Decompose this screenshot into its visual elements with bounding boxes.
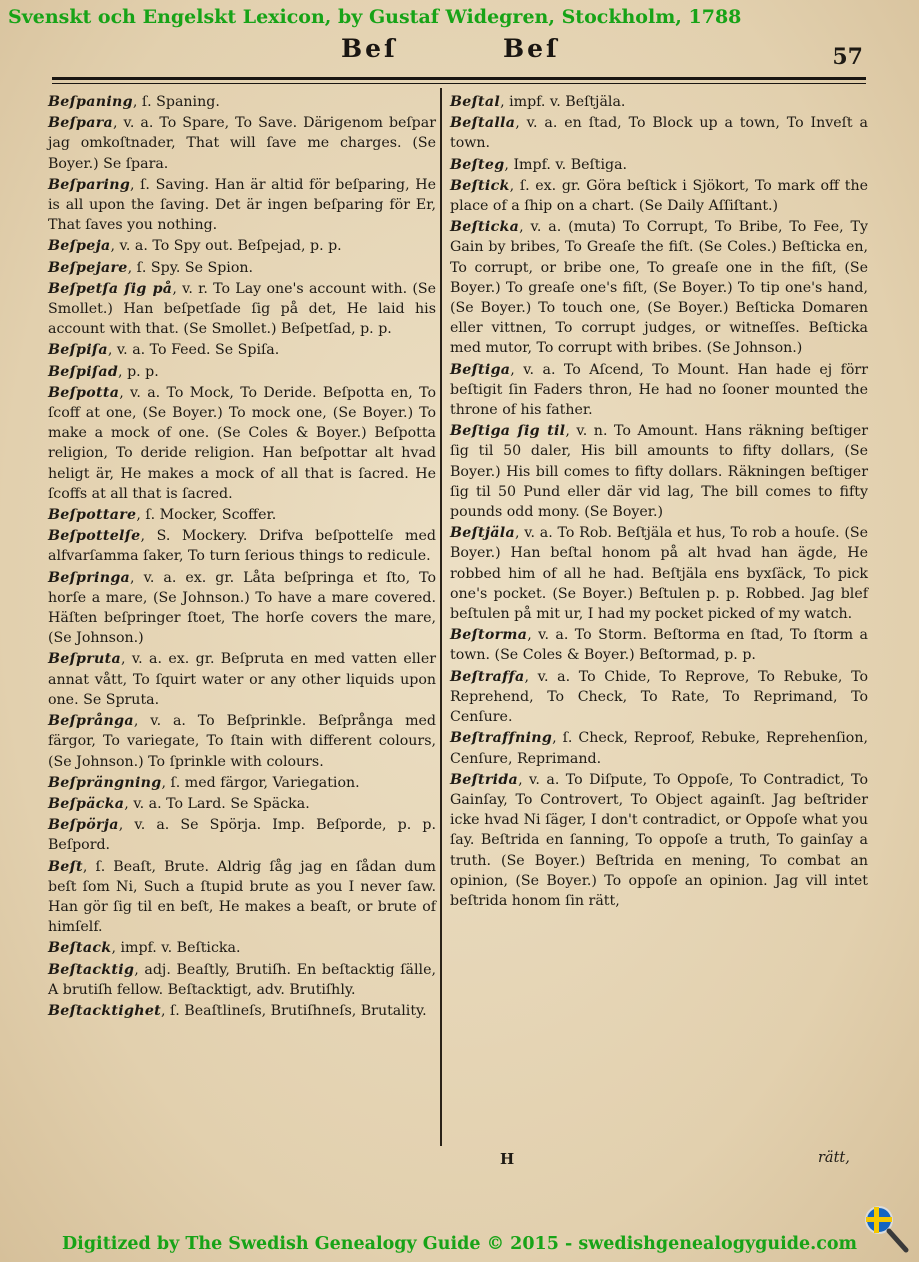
entry-definition: , v. a. Se Spörja. Imp. Beſporde, p. p. Beſpord. bbox=[48, 817, 436, 854]
entry-headword: Beſt bbox=[48, 858, 83, 875]
entry-headword: Beſtjäla bbox=[450, 525, 515, 542]
dictionary-entry bbox=[48, 568, 436, 649]
entry-headword: Beſtack bbox=[48, 940, 112, 957]
entry-headword: Beſpeja bbox=[48, 238, 111, 255]
dictionary-entry bbox=[48, 960, 436, 1000]
entry-definition: , v. a. To Spare, To Save. Därigenom beſpar jag omkoſtnader, That will ſave me charges. (Se Boyer.) Se ſpara. bbox=[48, 115, 436, 172]
entry-headword: Beſprånga bbox=[48, 713, 134, 730]
dictionary-entry bbox=[48, 362, 436, 382]
entry-headword: Beſtacktighet bbox=[48, 1002, 161, 1019]
dictionary-entry bbox=[48, 938, 436, 958]
entry-definition: , impf. v. Beſticka. bbox=[111, 940, 241, 957]
entry-definition: , impf. v. Beſtjäla. bbox=[500, 94, 626, 110]
entry-headword: Beſpetſa ſig på bbox=[48, 280, 173, 297]
dictionary-entry bbox=[48, 258, 436, 278]
entry-definition: , v. a. To Chide, To Reprove, To Rebuke, To Reprehend, To Check, To Rate, To Reprimand, To Cenſure. bbox=[450, 668, 868, 726]
entry-definition: , ſ. Saving. Han är altid för beſparing, He is all upon the ſaving. Det är ingen beſparing för Er, That ſaves you nothing. bbox=[48, 176, 436, 234]
dictionary-entry bbox=[450, 728, 868, 768]
signature-mark: H bbox=[500, 1150, 515, 1168]
entry-headword: Beſtiga bbox=[450, 361, 511, 378]
entry-headword: Beſprängning bbox=[48, 774, 162, 791]
dictionary-entry bbox=[48, 711, 436, 772]
entry-definition: , v. a. ex. gr. Beſpruta en med vatten eller annat vått, To ſquirt water or any other liquids upon one. Se Spruta. bbox=[48, 651, 436, 708]
entry-definition: , v. r. To Lay one's account with. (Se Smollet.) Han beſpetſade ſig på det, He laid his account with that. (Se Smollet.) Beſpetſad, p. p. bbox=[48, 280, 436, 338]
entry-definition: , v. a. To Feed. Se Spiſa. bbox=[107, 342, 280, 359]
dictionary-entry bbox=[48, 857, 436, 938]
entry-definition: , ſ. Mocker, Scoffer. bbox=[136, 507, 277, 524]
dictionary-entry bbox=[450, 155, 868, 175]
entry-definition: , adj. Beaſtly, Brutiſh. En beſtacktig ſälle, A brutiſh fellow. Beſtacktigt, adv. Brutiſhly. bbox=[48, 961, 436, 998]
entry-headword: Beſpejare bbox=[48, 259, 128, 276]
dictionary-entry bbox=[450, 176, 868, 216]
entry-definition: , ſ. Check, Reproof, Rebuke, Reprehenſion, Cenſure, Reprimand. bbox=[450, 730, 868, 767]
entry-definition: , v. a. To Mock, To Deride. Beſpotta en, To ſcoff at one, (Se Boyer.) To mock one, (Se Boyer.) To make a mock of one. (Se Coles & Boyer.) Beſpotta religion, To deride religion. Han beſpottar alt hvad heligt är, He makes a mock of all that is ſacred. He ſcoffs at all that is ſacred. bbox=[48, 384, 436, 502]
header-rule-thin bbox=[52, 83, 866, 84]
dictionary-entry bbox=[48, 113, 436, 174]
dictionary-entry bbox=[450, 523, 868, 624]
entry-definition: , v. a. (muta) To Corrupt, To Bribe, To Fee, Ty Gain by bribes, To Greaſe the fiſt. (Se Coles.) Beſticka en, To corrupt, or bribe one, To greaſe one in the fiſt, (Se Boyer.) To greaſe one's fiſt, (Se Boyer.) To tip one's hand, (Se Boyer.) To touch one, (Se Boyer.) Beſticka Domaren eller vittnen, To corrupt judges, or witneſſes. Beſticka med mutor, To corrupt with bribes. (Se Johnson.) bbox=[450, 219, 868, 357]
entry-headword: Beſpottelſe bbox=[48, 528, 141, 545]
column-divider bbox=[440, 88, 442, 1146]
entry-headword: Beſpruta bbox=[48, 651, 121, 668]
entry-definition: , v. a. To Beſprinkle. Beſprånga med färgor, To variegate, To ſtain with different colours, (Se Johnson.) To ſprinkle with colours. bbox=[48, 713, 436, 770]
dictionary-entry bbox=[48, 815, 436, 855]
entry-headword: Beſtalla bbox=[450, 115, 516, 132]
entry-definition: , ſ. med färgor, Variegation. bbox=[161, 774, 360, 791]
header-banner: Svenskt och Engelskt Lexicon, by Gustaf Widegren, Stockholm, 1788 bbox=[8, 6, 742, 28]
entry-headword: Beſparing bbox=[48, 176, 131, 193]
entry-definition: , v. a. To Spy out. Beſpejad, p. p. bbox=[110, 238, 342, 255]
entry-definition: , ſ. Spaning. bbox=[132, 94, 220, 110]
entry-headword: Beſpäcka bbox=[48, 795, 125, 812]
entry-headword: Beſpottare bbox=[48, 507, 137, 524]
entry-definition: , v. n. To Amount. Hans räkning beſtiger ſig til 50 daler, His bill amounts to fifty dollars, (Se Boyer.) His bill comes to fifty dollars. Räkningen beſtiger ſig til 50 Pund eller där vid lag, The bill comes to fifty pounds odd mony. (Se Boyer.) bbox=[450, 423, 868, 521]
entry-definition: , v. a. To Lard. Se Späcka. bbox=[124, 795, 310, 812]
dictionary-entry bbox=[48, 236, 436, 256]
entry-definition: , ſ. Spy. Se Spion. bbox=[127, 259, 254, 276]
entry-headword: Beſpiſad bbox=[48, 363, 119, 380]
dictionary-entry bbox=[450, 92, 868, 112]
entry-headword: Beſpringa bbox=[48, 569, 131, 586]
entry-headword: Beſtick bbox=[450, 177, 510, 194]
dictionary-entry bbox=[48, 773, 436, 793]
running-head-right: Beſ bbox=[503, 34, 560, 63]
dictionary-entry bbox=[450, 217, 868, 358]
dictionary-entry bbox=[450, 360, 868, 421]
entry-headword: Beſtal bbox=[450, 94, 501, 110]
dictionary-entry bbox=[450, 770, 868, 911]
entry-definition: , v. a. en ſtad, To Block up a town, To Inveſt a town. bbox=[450, 115, 868, 152]
dictionary-entry bbox=[450, 667, 868, 728]
entry-headword: Beſtorma bbox=[450, 627, 528, 644]
entry-headword: Beſpotta bbox=[48, 384, 120, 401]
dictionary-entry bbox=[48, 526, 436, 566]
entry-headword: Beſtacktig bbox=[48, 961, 135, 978]
dictionary-entry bbox=[48, 175, 436, 236]
entry-definition: , ſ. Beaſt, Brute. Aldrig ſåg jag en ſådan dum beſt ſom Ni, Such a ſtupid brute as you I never ſaw. Han gör ſig til en beſt, He makes a beaſt, or brute of himſelf. bbox=[48, 858, 436, 936]
dictionary-entry bbox=[48, 794, 436, 814]
entry-headword: Beſpara bbox=[48, 115, 114, 132]
catchword: rätt, bbox=[818, 1150, 850, 1166]
entry-headword: Beſpörja bbox=[48, 817, 119, 834]
entry-definition: , v. a. ex. gr. Låta beſpringa et ſto, To horſe a mare, (Se Johnson.) To have a mare covered. Häſten beſpringer ſtoet, The horſe covers the mare, (Se Johnson.) bbox=[48, 569, 436, 647]
page-number: 57 bbox=[832, 44, 863, 70]
entry-headword: Beſpiſa bbox=[48, 342, 108, 359]
dictionary-entry bbox=[48, 383, 436, 504]
entry-headword: Beſteg bbox=[450, 156, 505, 173]
dictionary-entry bbox=[450, 113, 868, 153]
dictionary-entry bbox=[48, 649, 436, 710]
entry-definition: , ſ. ex. gr. Göra beſtick i Sjökort, To mark off the place of a ſhip on a chart. (Se Daily Aſſiſtant.) bbox=[450, 177, 868, 215]
entry-definition: , ſ. Beaſtlineſs, Brutiſhneſs, Brutality. bbox=[161, 1002, 427, 1019]
entry-definition: , Impf. v. Beſtiga. bbox=[504, 156, 628, 173]
entry-headword: Beſpaning bbox=[48, 94, 133, 110]
entry-headword: Beſtraffning bbox=[450, 730, 553, 747]
dictionary-entry bbox=[48, 92, 436, 112]
dictionary-entry bbox=[48, 1001, 436, 1021]
dictionary-entry bbox=[48, 340, 436, 360]
right-column bbox=[450, 92, 868, 912]
header-rule bbox=[52, 77, 866, 80]
entry-definition: , v. a. To Aſcend, To Mount. Han hade ej förr beſtigit ſin Faders thron, He had no ſooner mounted the throne of his father. bbox=[450, 361, 868, 419]
running-head-left: Beſ bbox=[341, 34, 398, 63]
entry-definition: , v. a. To Rob. Beſtjäla et hus, To rob a houſe. (Se Boyer.) Han beſtal honom på alt hvad han ägde, He robbed him of all he had. Beſtjäla ens byxſäck, To pick one's pocket. (Se Boyer.) Beſtulen p. p. Robbed. Jag blef beſtulen på mit ur, I had my pocket picked of my watch. bbox=[450, 525, 868, 623]
entry-headword: Beſtrida bbox=[450, 771, 519, 788]
entry-headword: Beſtraffa bbox=[450, 668, 525, 685]
left-column bbox=[48, 92, 436, 1022]
entry-definition: , p. p. bbox=[118, 363, 159, 380]
entry-definition: , S. Mockery. Drifva beſpottelſe med alfvarſamma ſaker, To turn ſerious things to redicule. bbox=[48, 528, 436, 565]
swedish-flag-magnifier-icon bbox=[862, 1203, 910, 1255]
dictionary-entry bbox=[48, 279, 436, 340]
footer-banner: Digitized by The Swedish Genealogy Guide © 2015 - swedishgenealogyguide.com bbox=[62, 1234, 858, 1254]
entry-headword: Beſtiga ſig til bbox=[450, 423, 566, 440]
dictionary-entry bbox=[450, 421, 868, 522]
entry-definition: , v. a. To Storm. Beſtorma en ſtad, To ſtorm a town. (Se Coles & Boyer.) Beſtormad, p. p. bbox=[450, 627, 868, 664]
entry-headword: Beſticka bbox=[450, 219, 520, 236]
dictionary-entry bbox=[450, 625, 868, 665]
entry-definition: , v. a. To Diſpute, To Oppoſe, To Contradict, To Gainſay, To Controvert, To Object againſt. Jag beſtrider icke hvad Ni ſäger, I don't contradict, or Oppoſe what you ſay. Beſtrida en ſanning, To oppoſe a truth, To gainſay a truth. (Se Boyer.) Beſtrida en mening, To combat an opinion, (Se Boyer.) To oppoſe an opinion. Jag vill intet beſtrida honom ſin rätt, bbox=[450, 771, 868, 909]
dictionary-entry bbox=[48, 505, 436, 525]
